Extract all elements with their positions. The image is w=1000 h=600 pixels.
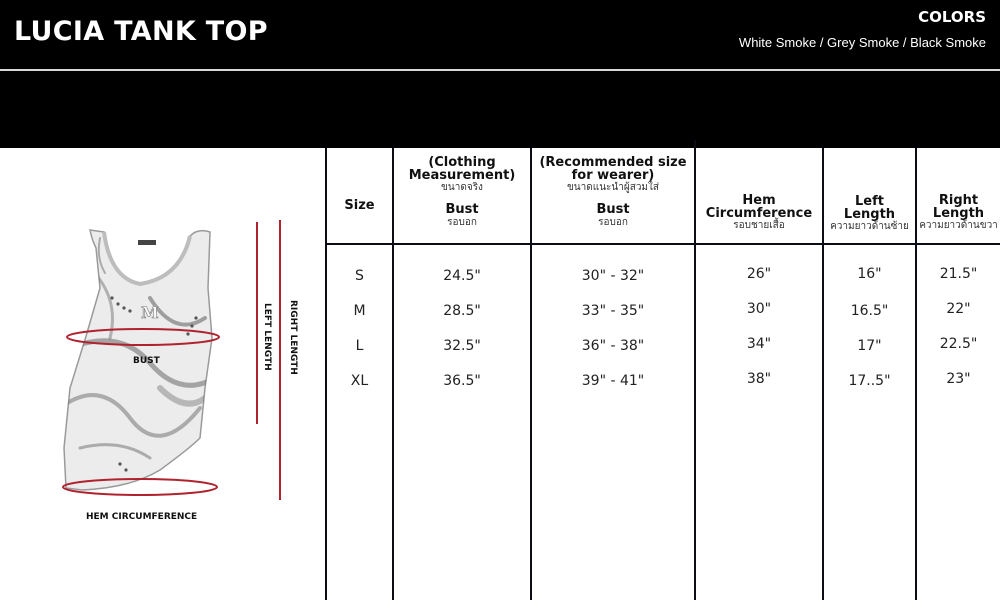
colors-label: COLORS bbox=[918, 8, 986, 26]
header-right-length: Right Length ความยาวด้านขวา bbox=[919, 193, 998, 231]
cell-bust: 28.5" bbox=[443, 303, 481, 319]
cell-left-length: 16.5" bbox=[850, 303, 889, 319]
cell-left-length: 17..5" bbox=[848, 373, 891, 389]
header-left-length: Left Length ความยาวด้านซ้าย bbox=[830, 194, 909, 232]
svg-text:M: M bbox=[141, 303, 159, 322]
cell-hem: 34" bbox=[746, 336, 772, 352]
cell-right-length: 22.5" bbox=[939, 336, 978, 352]
cell-hem: 30" bbox=[746, 301, 772, 317]
cell-hem: 26" bbox=[746, 266, 772, 282]
cell-size: L bbox=[355, 338, 364, 354]
cell-size: XL bbox=[350, 373, 369, 389]
colors-value: White Smoke / Grey Smoke / Black Smoke bbox=[738, 35, 986, 50]
cell-recommended: 36" - 38" bbox=[581, 338, 645, 354]
header-recommended-size: (Recommended size for wearer) ขนาดแนะนำผู้สวมใส่ Bust รอบอก bbox=[539, 155, 687, 228]
header-divider bbox=[0, 69, 1000, 71]
cell-hem: 38" bbox=[746, 371, 772, 387]
cell-bust: 36.5" bbox=[443, 373, 481, 389]
cell-left-length: 16" bbox=[857, 266, 882, 282]
cell-right-length: 22" bbox=[946, 301, 971, 317]
bust-label: BUST bbox=[133, 356, 160, 366]
cell-recommended: 33" - 35" bbox=[581, 303, 645, 319]
cell-recommended: 39" - 41" bbox=[581, 373, 645, 389]
size-chart-table bbox=[325, 148, 1000, 600]
right-length-label: RIGHT LENGTH bbox=[288, 300, 298, 375]
cell-size: S bbox=[355, 268, 364, 284]
cell-recommended: 30" - 32" bbox=[581, 268, 645, 284]
product-title: LUCIA TANK TOP bbox=[14, 16, 268, 47]
cell-right-length: 23" bbox=[946, 371, 971, 387]
header-bar bbox=[0, 0, 1000, 148]
header-clothing-measurement: (Clothing Measurement) ขนาดจริง Bust รอบอก bbox=[408, 155, 516, 228]
header-hem-circumference: Hem Circumference รอบชายเสื้อ bbox=[705, 193, 813, 231]
tank-top-image bbox=[0, 148, 325, 600]
cell-bust: 32.5" bbox=[443, 338, 481, 354]
header-size: Size bbox=[344, 198, 375, 213]
garment-illustration bbox=[0, 148, 325, 600]
left-length-label: LEFT LENGTH bbox=[262, 303, 272, 371]
cell-right-length: 21.5" bbox=[939, 266, 978, 282]
cell-size: M bbox=[353, 303, 366, 319]
cell-bust: 24.5" bbox=[443, 268, 481, 284]
cell-left-length: 17" bbox=[857, 338, 882, 354]
hem-circumference-label: HEM CIRCUMFERENCE bbox=[86, 512, 198, 522]
